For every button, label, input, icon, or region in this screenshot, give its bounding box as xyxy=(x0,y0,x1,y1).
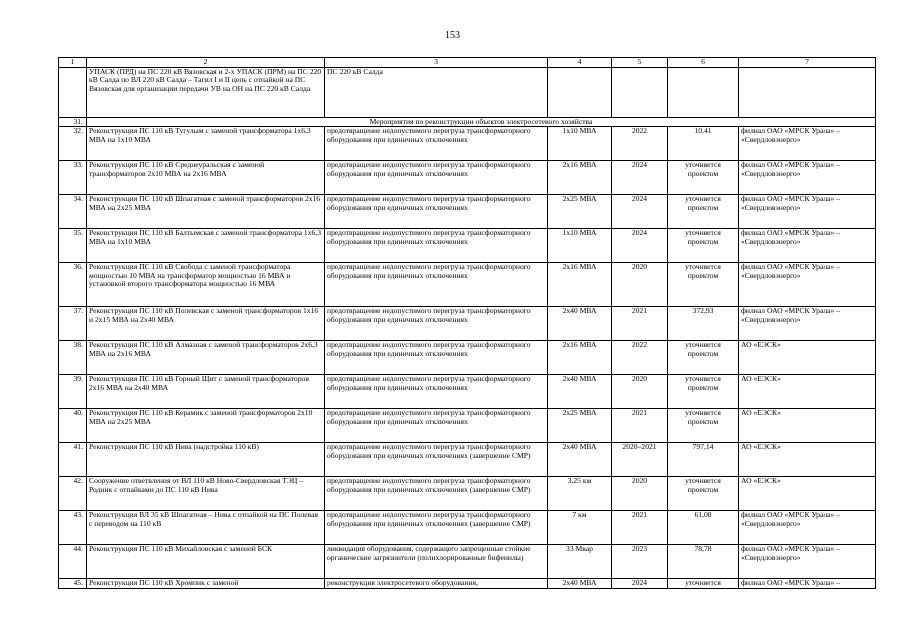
cell-name: Реконструкция ПС 110 кВ Керамик с заменой трансформаторов 2х10 МВА на 2х25 МВА xyxy=(87,409,325,443)
cell-cost: уточняется проектом xyxy=(668,195,739,229)
cell-purpose: предотвращение недопустимого перегруза трансформаторного оборудования при единичных отключениях xyxy=(325,307,548,341)
cell-capacity: 2х25 МВА xyxy=(548,409,612,443)
cell-organization: филиал ОАО «МРСК Урала» – «Свердловэнерго» xyxy=(739,263,876,307)
cell-number xyxy=(59,67,87,117)
cell-number: 43. xyxy=(59,511,87,545)
cell-name: Реконструкция ПС 110 кВ Тугулым с заменой трансформатора 1х6,3 МВА на 1х10 МВА xyxy=(87,127,325,161)
cell-purpose: предотвращение недопустимого перегруза трансформаторного оборудования при единичных отключениях xyxy=(325,195,548,229)
cell-purpose: ПС 220 кВ Салда xyxy=(325,67,548,117)
cell-cost: 10,41 xyxy=(668,127,739,161)
cell-purpose: ликвидация оборудования, содержащего запрещенные стойкие органические загрязнители (полихлорированные бифенилы) xyxy=(325,545,548,579)
header-cell: 2 xyxy=(87,58,325,68)
cell-number: 41. xyxy=(59,443,87,477)
section-row xyxy=(59,117,876,127)
cell-cost: уточняется проектом xyxy=(668,341,739,375)
cell-capacity: 7 км xyxy=(548,511,612,545)
header-cell: 5 xyxy=(612,58,668,68)
cell-year: 2020 xyxy=(612,263,668,307)
cell-cost: уточняется проектом xyxy=(668,375,739,409)
table-row xyxy=(59,443,876,477)
cell-year: 2022 xyxy=(612,127,668,161)
cell-organization: АО «ЕЭСК» xyxy=(739,341,876,375)
cell-capacity: 2х16 МВА xyxy=(548,263,612,307)
cell-number: 35. xyxy=(59,229,87,263)
cell-name: Реконструкция ПС 110 кВ Хромпик с заменой xyxy=(87,579,325,589)
cell-organization: филиал ОАО «МРСК Урала» – xyxy=(739,579,876,589)
cell-number: 32. xyxy=(59,127,87,161)
cell-capacity: 2х40 МВА xyxy=(548,307,612,341)
cell-purpose: предотвращение недопустимого перегруза трансформаторного оборудования при единичных отключениях xyxy=(325,263,548,307)
cell-name: Реконструкция ПС 110 кВ Свобода с заменой трансформатора мощностью 10 МВА на трансформатор мощностью 16 МВА и установкой второго трансформатора мощностью 16 МВА xyxy=(87,263,325,307)
cell-year: 2024 xyxy=(612,161,668,195)
cell-capacity: 2х16 МВА xyxy=(548,161,612,195)
cell-number: 36. xyxy=(59,263,87,307)
cell-year: 2020–2021 xyxy=(612,443,668,477)
cell-number: 37. xyxy=(59,307,87,341)
cell-number: 40. xyxy=(59,409,87,443)
cell-purpose: предотвращение недопустимого перегруза трансформаторного оборудования при единичных отключениях xyxy=(325,409,548,443)
cell-cost: 797,14 xyxy=(668,443,739,477)
cell-year: 2020 xyxy=(612,477,668,511)
cell-year: 2021 xyxy=(612,511,668,545)
cell-name: Реконструкция ПС 110 кВ Среднеуральская с заменой трансформаторов 2х10 МВА на 2х16 МВА xyxy=(87,161,325,195)
cell-capacity: 2х25 МВА xyxy=(548,195,612,229)
cell-cost: уточняется проектом xyxy=(668,229,739,263)
cell-organization: филиал ОАО «МРСК Урала» – «Свердловэнерго» xyxy=(739,229,876,263)
cell-capacity: 1х10 МВА xyxy=(548,127,612,161)
cell-purpose: предотвращение недопустимого перегруза трансформаторного оборудования при единичных отключениях (завершение СМР) xyxy=(325,443,548,477)
cell-name: Сооружение ответвления от ВЛ 110 кВ Ново-Свердловская ТЭЦ – Родник с отпайками до ПС 110 кВ Нива xyxy=(87,477,325,511)
cell-purpose: предотвращение недопустимого перегруза трансформаторного оборудования при единичных отключениях xyxy=(325,161,548,195)
cell-name: Реконструкция ПС 110 кВ Шпагатная с заменой трансформаторов 2х16 МВА на 2х25 МВА xyxy=(87,195,325,229)
table-row xyxy=(59,545,876,579)
cell-cost: уточняется проектом xyxy=(668,477,739,511)
cell-purpose: предотвращение недопустимого перегруза трансформаторного оборудования при единичных отключениях xyxy=(325,127,548,161)
table-row xyxy=(59,511,876,545)
cell-name: Реконструкция ПС 110 кВ Горный Щит с заменой трансформаторов 2х16 МВА на 2х40 МВА xyxy=(87,375,325,409)
cell-year: 2024 xyxy=(612,579,668,589)
cell-name: Реконструкция ВЛ 35 кВ Шпагатная – Нива с отпайкой на ПС Полевая с переводом на 110 кВ xyxy=(87,511,325,545)
cell-capacity: 2х40 МВА xyxy=(548,375,612,409)
section-title: Мероприятия по реконструкции объектов электросетевого хозяйства xyxy=(87,117,876,127)
cell-name: Реконструкция ПС 110 кВ Полевская с заменой трансформаторов 1х16 и 2х15 МВА на 2х40 МВА xyxy=(87,307,325,341)
cell-number: 42. xyxy=(59,477,87,511)
table-row xyxy=(59,477,876,511)
cell-cost: уточняется xyxy=(668,579,739,589)
header-cell: 3 xyxy=(325,58,548,68)
page-number: 153 xyxy=(445,30,460,41)
cell-number: 44. xyxy=(59,545,87,579)
cell-capacity: 2х16 МВА xyxy=(548,341,612,375)
table-row-continuation xyxy=(59,67,876,117)
cell-capacity xyxy=(548,67,612,117)
cell-cost: 61,08 xyxy=(668,511,739,545)
table-row xyxy=(59,229,876,263)
cell-number: 39. xyxy=(59,375,87,409)
cell-cost: уточняется проектом xyxy=(668,409,739,443)
cell-name: Реконструкция ПС 110 кВ Михайловская с заменой БСК xyxy=(87,545,325,579)
cell-organization: филиал ОАО «МРСК Урала» – «Свердловэнерго» xyxy=(739,195,876,229)
table-row xyxy=(59,195,876,229)
cell-number: 34. xyxy=(59,195,87,229)
cell-cost: 78,78 xyxy=(668,545,739,579)
header-cell: 1 xyxy=(59,58,87,68)
cell-name: Реконструкция ПС 110 кВ Алмазная с заменой трансформаторов 2х6,3 МВА на 2х16 МВА xyxy=(87,341,325,375)
program-table xyxy=(58,57,876,589)
cell-purpose: предотвращение недопустимого перегруза трансформаторного оборудования при единичных отключениях (завершение СМР) xyxy=(325,477,548,511)
cell-organization: АО «ЕЭСК» xyxy=(739,409,876,443)
cell-capacity: 1х10 МВА xyxy=(548,229,612,263)
table-row xyxy=(59,161,876,195)
cell-organization: филиал ОАО «МРСК Урала» – «Свердловэнерго» xyxy=(739,127,876,161)
cell-organization: филиал ОАО «МРСК Урала» – «Свердловэнерго» xyxy=(739,161,876,195)
table-row xyxy=(59,375,876,409)
table-row xyxy=(59,579,876,589)
cell-purpose: реконструкция электросетевого оборудования, xyxy=(325,579,548,589)
cell-capacity: 3,25 км xyxy=(548,477,612,511)
header-cell: 4 xyxy=(548,58,612,68)
cell-purpose: предотвращение недопустимого перегруза трансформаторного оборудования при единичных отключениях xyxy=(325,229,548,263)
cell-organization xyxy=(739,67,876,117)
table-row xyxy=(59,307,876,341)
cell-organization: АО «ЕЭСК» xyxy=(739,375,876,409)
cell-year xyxy=(612,67,668,117)
cell-capacity: 2х40 МВА xyxy=(548,443,612,477)
section-number: 31. xyxy=(59,117,87,127)
cell-purpose: предотвращение недопустимого перегруза трансформаторного оборудования при единичных отключениях xyxy=(325,375,548,409)
table-header-row xyxy=(59,58,876,68)
cell-name: УПАСК (ПРД) на ПС 220 кВ Вязовская и 2-х УПАСК (ПРМ) на ПС 220 кВ Салда по ВЛ 220 кВ Салда – Тагил I и II цепь с отпайкой на ПС Вязовская для организации передачи УВ на ОН на ПС 220 кВ Салда xyxy=(87,67,325,117)
cell-capacity: 33 Мвар xyxy=(548,545,612,579)
cell-year: 2024 xyxy=(612,195,668,229)
cell-purpose: предотвращение недопустимого перегруза трансформаторного оборудования при единичных отключениях (завершение СМР) xyxy=(325,511,548,545)
cell-organization: АО «ЕЭСК» xyxy=(739,477,876,511)
cell-organization: филиал ОАО «МРСК Урала» – «Свердловэнерго» xyxy=(739,545,876,579)
table-row xyxy=(59,409,876,443)
table-row xyxy=(59,263,876,307)
cell-number: 38. xyxy=(59,341,87,375)
header-cell: 7 xyxy=(739,58,876,68)
header-cell: 6 xyxy=(668,58,739,68)
cell-year: 2021 xyxy=(612,409,668,443)
cell-cost: уточняется проектом xyxy=(668,161,739,195)
table-row xyxy=(59,127,876,161)
cell-organization: филиал ОАО «МРСК Урала» – «Свердловэнерго» xyxy=(739,511,876,545)
cell-year: 2021 xyxy=(612,307,668,341)
cell-year: 2023 xyxy=(612,545,668,579)
cell-name: Реконструкция ПС 110 кВ Нива (надстройка 110 кВ) xyxy=(87,443,325,477)
cell-cost xyxy=(668,67,739,117)
cell-number: 45. xyxy=(59,579,87,589)
cell-year: 2022 xyxy=(612,341,668,375)
cell-organization: АО «ЕЭСК» xyxy=(739,443,876,477)
cell-organization: филиал ОАО «МРСК Урала» – «Свердловэнерго» xyxy=(739,307,876,341)
cell-year: 2024 xyxy=(612,229,668,263)
cell-name: Реконструкция ПС 110 кВ Балтымская с заменой трансформатора 1х6,3 МВА на 1х10 МВА xyxy=(87,229,325,263)
cell-year: 2020 xyxy=(612,375,668,409)
cell-number: 33. xyxy=(59,161,87,195)
cell-capacity: 2х40 МВА xyxy=(548,579,612,589)
table-row xyxy=(59,341,876,375)
cell-purpose: предотвращение недопустимого перегруза трансформаторного оборудования при единичных отключениях xyxy=(325,341,548,375)
cell-cost: 372,93 xyxy=(668,307,739,341)
cell-cost: уточняется проектом xyxy=(668,263,739,307)
